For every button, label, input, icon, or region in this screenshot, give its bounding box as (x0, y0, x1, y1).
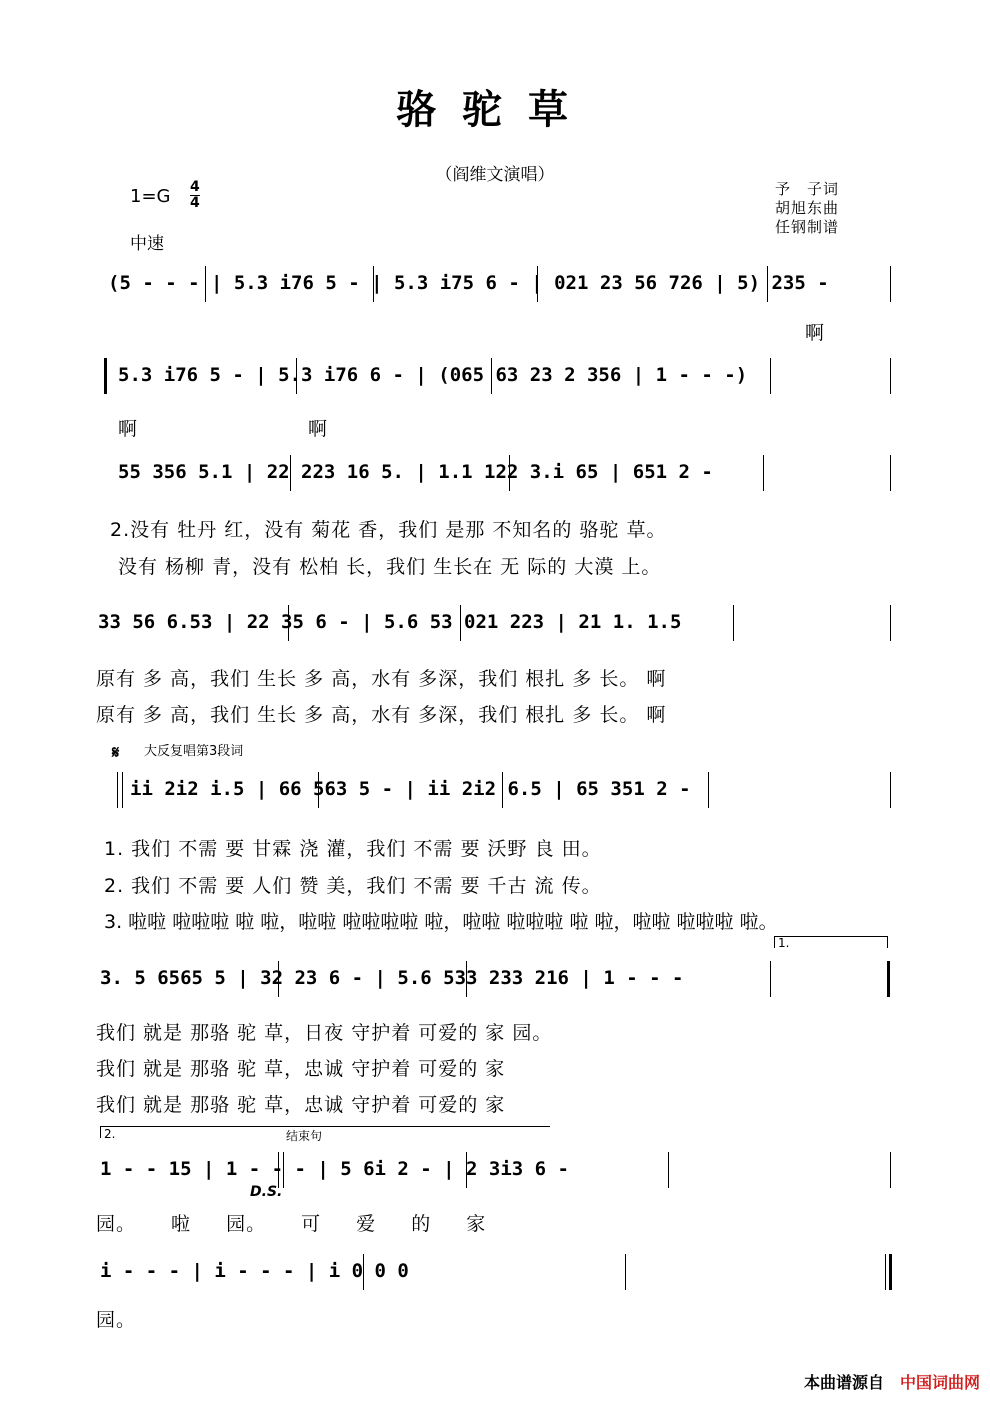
transcriber-credit: 任钢制谱 (775, 218, 840, 236)
lyric-coda: 园。 啦 园。 可 爱 的 家 (96, 1213, 487, 1235)
lyric-intro-1: 啊 (805, 322, 826, 344)
time-signature-bottom: 4 (190, 195, 200, 211)
lyric-intro-2: 啊 (118, 418, 139, 440)
barline (363, 1254, 364, 1290)
lyric-refrain-1: 1. 我们 不需 要 甘霖 浇 灌，我们 不需 要 沃野 良 田。 (104, 838, 602, 860)
barline (122, 772, 123, 808)
singer: （阎维文演唱） (435, 165, 555, 185)
barline (288, 605, 289, 641)
barline (668, 1152, 669, 1188)
lyric-refrain-2: 2. 我们 不需 要 人们 赞 美，我们 不需 要 千古 流 传。 (104, 875, 602, 897)
barline (625, 1254, 626, 1290)
barline (890, 358, 891, 394)
coda-label: 结束句 (286, 1129, 323, 1143)
barline (318, 772, 319, 808)
final-barline-thick (889, 1254, 892, 1290)
barline (767, 266, 768, 302)
footer-site-link[interactable]: 中国词曲网 (899, 1373, 980, 1392)
barline (466, 1152, 467, 1188)
music-row-7: 1 - - 15 | 1 - - - | 5 6i 2 - | 2 3i3 6 - (100, 1158, 569, 1180)
music-row-5: ii 2i2 i.5 | 66 563 5 - | ii 2i2 6.5 | 65 351 2 - (130, 778, 691, 800)
lyricist-credit: 予 子词 (775, 180, 840, 198)
music-row-8: i - - - | i - - - | i 0 0 0 (100, 1260, 409, 1282)
final-barline-thin (885, 1254, 886, 1290)
barline (205, 266, 206, 302)
time-signature-top: 4 (190, 179, 200, 195)
time-signature (190, 180, 200, 211)
repeat-start-barline (104, 358, 107, 394)
barline (890, 455, 891, 491)
lyric-final: 园。 (96, 1309, 137, 1331)
lyric-chorus-1: 原有 多 高，我们 生长 多 高，水有 多深，我们 根扎 多 长。 啊 (96, 668, 667, 690)
lyric-chorus-2: 原有 多 高，我们 生长 多 高，水有 多深，我们 根扎 多 长。 啊 (96, 704, 667, 726)
ending-1-label: 1. (778, 936, 790, 950)
barline (890, 772, 891, 808)
lyric-end-2: 我们 就是 那骆 驼 草，忠诚 守护着 可爱的 家 (96, 1058, 506, 1080)
barline (770, 358, 771, 394)
ending-1-bracket (774, 936, 888, 937)
barline (283, 1152, 284, 1188)
song-title: 骆驼草 (396, 86, 594, 133)
ending-1-bracket-right (887, 936, 888, 948)
lyric-refrain-3: 3. 啦啦 啦啦啦 啦 啦，啦啦 啦啦啦啦 啦，啦啦 啦啦啦 啦 啦，啦啦 啦啦啦 啦。 (104, 911, 778, 933)
barline (537, 266, 538, 302)
lyric-intro-3: 啊 (308, 418, 329, 440)
barline (890, 1152, 891, 1188)
lyric-verse-2: 没有 杨柳 青，没有 松柏 长，我们 生长在 无 际的 大漠 上。 (118, 556, 662, 578)
barline (733, 605, 734, 641)
barline (117, 772, 118, 808)
barline (502, 772, 503, 808)
barline (509, 455, 510, 491)
music-row-1: (5 - - - | 5.3 i76 5 - | 5.3 i75 6 - | 021 23 56 726 | 5) 235 - (108, 272, 829, 294)
lyric-end-1: 我们 就是 那骆 驼 草，日夜 守护着 可爱的 家 园。 (96, 1022, 553, 1044)
music-row-2: 5.3 i76 5 - | 5.3 i76 6 - | (065 63 23 2 356 | 1 - - -) (118, 364, 748, 386)
ending-1-bracket-left (774, 936, 775, 948)
barline (770, 961, 771, 997)
segno-sign: 𝄋 (112, 743, 120, 763)
barline (890, 266, 891, 302)
barline (708, 772, 709, 808)
tempo-marking: 中速 (130, 234, 164, 254)
ending-2-bracket (100, 1126, 550, 1127)
ending-2-bracket-left (100, 1126, 101, 1138)
lyric-verse-1: 2.没有 牡丹 红，没有 菊花 香，我们 是那 不知名的 骆驼 草。 (110, 519, 667, 541)
source-footer (804, 1370, 980, 1393)
barline (296, 358, 297, 394)
barline (278, 961, 279, 997)
music-row-6: 3. 5 6565 5 | 32 23 6 - | 5.6 533 233 216 | 1 - - - (100, 967, 684, 989)
ds-marking: D.S. (250, 1184, 283, 1200)
barline (373, 266, 374, 302)
music-row-3: 55 356 5.1 | 22 223 16 5. | 1.1 122 3.i 65 | 651 2 - (118, 461, 713, 483)
repeat-instruction: 大反复唱第3段词 (144, 744, 244, 759)
music-row-4: 33 56 6.53 | 22 35 6 - | 5.6 53 021 223 | 21 1. 1.5 (98, 611, 682, 633)
composer-credit: 胡旭东曲 (775, 199, 840, 217)
footer-prefix: 本曲谱源自 (803, 1373, 884, 1392)
key-signature: 1=G (130, 186, 171, 207)
barline (290, 455, 291, 491)
ending-2-label: 2. (104, 1127, 116, 1141)
barline (466, 961, 467, 997)
barline (278, 1152, 279, 1188)
barline (890, 605, 891, 641)
lyric-end-3: 我们 就是 那骆 驼 草，忠诚 守护着 可爱的 家 (96, 1094, 506, 1116)
barline (460, 605, 461, 641)
repeat-end-barline (887, 961, 890, 997)
barline (491, 358, 492, 394)
barline (763, 455, 764, 491)
